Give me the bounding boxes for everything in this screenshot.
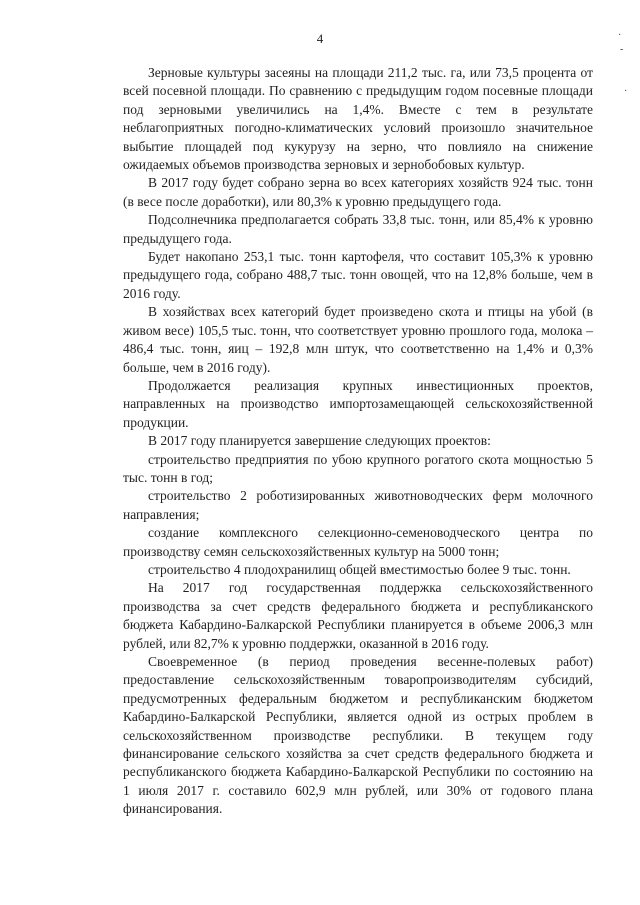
project-list bbox=[123, 451, 593, 580]
scan-speck: - bbox=[620, 44, 624, 55]
scan-speck: · bbox=[624, 86, 628, 97]
list-item: строительство 4 плодохранилищ общей вместимостью более 9 тыс. тонн. bbox=[148, 561, 571, 577]
paragraph-investment-projects: Продолжается реализация крупных инвестиционных проектов, направленных на производство импортозамещающей сельскохозяйственной продукции. bbox=[123, 377, 593, 430]
list-item: строительство предприятия по убою крупного рогатого скота мощностью 5 тыс. тонн в год; bbox=[123, 451, 593, 485]
paragraph-state-support: На 2017 год государственная поддержка сельскохозяйственного производства за счет средств федерального бюджета и республиканского бюджета Кабардино-Балкарской Республики планируется в объеме 2006,3 млн рублей, или 82,7% к уровню поддержки, оказанной в 2016 году. bbox=[123, 580, 593, 651]
document-body bbox=[123, 64, 593, 819]
paragraph-potatoes-vegetables: Будет накопано 253,1 тыс. тонн картофеля, что составит 105,3% к уровню предыдущего года, собрано 488,7 тыс. тонн овощей, что на 12,8% больше, чем в 2016 году. bbox=[123, 249, 593, 301]
scan-speck: · bbox=[618, 30, 622, 41]
list-item: строительство 2 роботизированных животноводческих ферм молочного направления; bbox=[123, 488, 593, 522]
paragraph-grain-crops: Зерновые культуры засеяны на площади 211,2 тыс. га, или 73,5 процента от всей посевной площади. По сравнению с предыдущим годом посевные площади под зерновыми увеличились на 1,4%. Вместе с тем в результате неблагоприятных погодно-климатических условий произошло значительное выбытие площадей под кукурузу на зерно, что повлияло на снижение ожидаемых объемов производства зерновых и зернобобовых культур. bbox=[123, 65, 593, 173]
page-number: 4 bbox=[316, 31, 324, 46]
paragraph-projects-intro: В 2017 году планируется завершение следующих проектов: bbox=[148, 433, 491, 449]
paragraph-subsidies: Своевременное (в период проведения весенне-полевых работ) предоставление сельскохозяйственным товаропроизводителям субсидий, предусмотренных федеральным бюджетом и республиканским бюджетом Кабардино-Балкарской Республики, является одной из острых проблем в сельскохозяйственном производстве республики. В текущем году финансирование сельского хозяйства за счет средств федерального бюджета и республиканского бюджета Кабардино-Балкарской Республики по состоянию на 1 июля 2017 г. составило 602,9 млн рублей, или 30% от годового плана финансирования. bbox=[123, 654, 593, 817]
list-item: создание комплексного селекционно-семеноводческого центра по производству семян сельскохозяйственных культур на 5000 тонн; bbox=[123, 525, 593, 559]
paragraph-livestock: В хозяйствах всех категорий будет произведено скота и птицы на убой (в живом весе) 105,5 тыс. тонн, что соответствует уровню прошлого года, молока – 486,4 тыс. тонн, яиц – 192,8 млн штук, что соответственно на 1,4% и 0,3% больше, чем в 2016 году). bbox=[123, 304, 593, 375]
paragraph-grain-harvest: В 2017 году будет собрано зерна во всех категориях хозяйств 924 тыс. тонн (в весе после доработки), или 80,3% к уровню предыдущего года. bbox=[123, 175, 593, 209]
paragraph-sunflower: Подсолнечника предполагается собрать 33,8 тыс. тонн, или 85,4% к уровню предыдущего года. bbox=[123, 212, 593, 246]
